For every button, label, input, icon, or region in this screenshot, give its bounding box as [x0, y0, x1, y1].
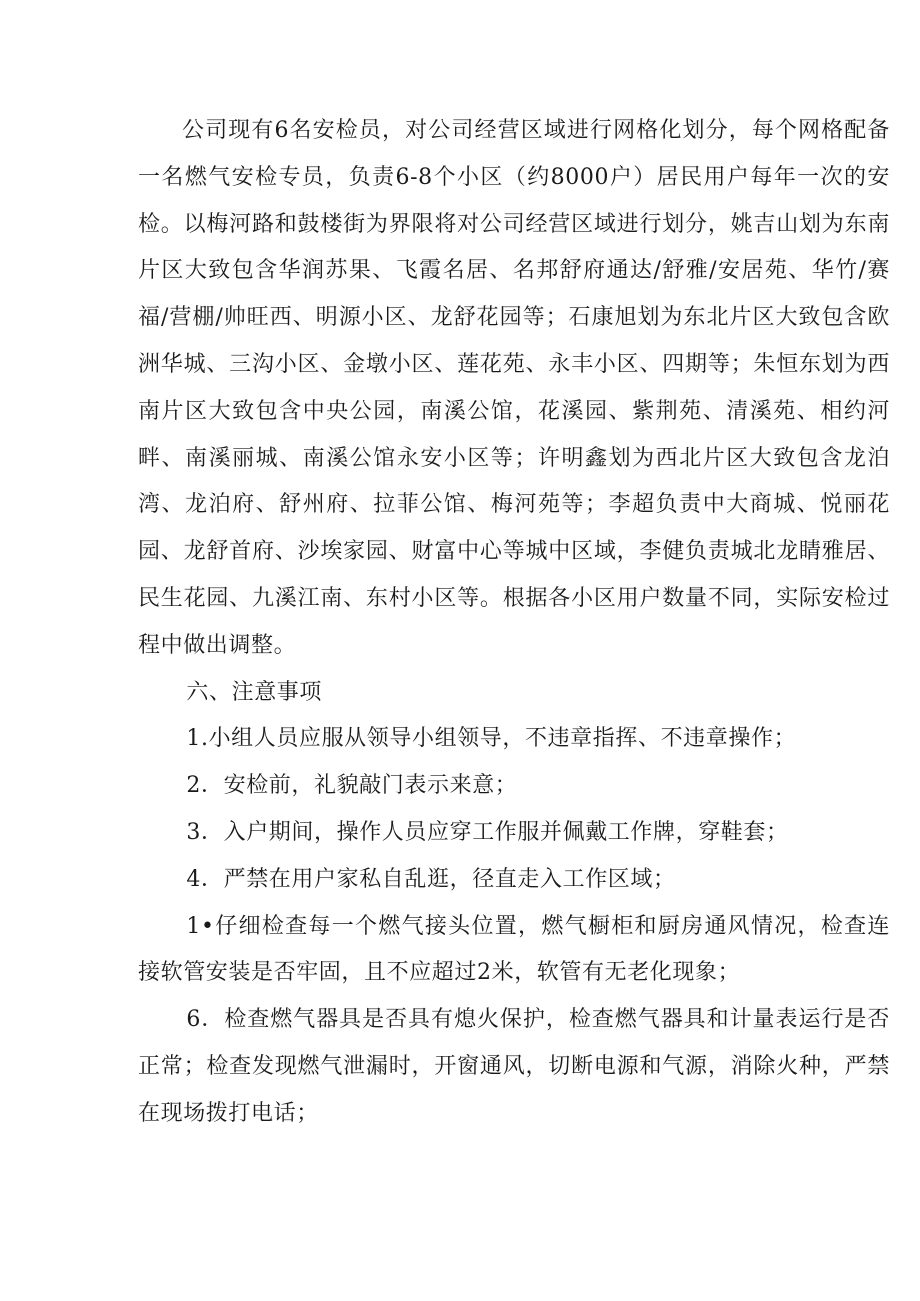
- list-item: 3．入户期间，操作人员应穿工作服并佩戴工作牌，穿鞋套；: [186, 819, 789, 845]
- body-paragraph: 公司现有6名安检员，对公司经营区域进行网格化划分，每个网格配备一名燃气安检专员，负责6-8个小区（约8000户）居民用户每年一次的安检。以梅河路和鼓楼街为界限将对公司经营区域进行划分，姚吉山划为东南片区大致包含华润苏果、飞霞名居、名邦舒府通达/舒雅/安居苑、华竹/赛福/营棚/帅旺西、明源小区、龙舒花园等；石康旭划为东北片区大致包含欧洲华城、三沟小区、金墩小区、莲花苑、永丰小区、四期等；朱恒东划为西南片区大致包含中央公园，南溪公馆，花溪园、紫荆苑、清溪苑、相约河畔、南溪丽城、南溪公馆永安小区等；许明鑫划为西北片区大致包含龙泊湾、龙泊府、舒州府、拉菲公馆、梅河苑等；李超负责中大商城、悦丽花园、龙舒首府、沙埃家园、财富中心等城中区域，李健负责城北龙睛雅居、民生花园、九溪江南、东村小区等。根据各小区用户数量不同，实际安检过程中做出调整。: [138, 118, 890, 658]
- list-item: 4．严禁在用户家私自乱逛，径直走入工作区域；: [186, 866, 676, 892]
- list-item: 1.小组人员应服从领导小组领导，不违章指挥、不违章操作；: [186, 726, 797, 752]
- document-body: [138, 108, 890, 1138]
- list-item: 1•仔细检查每一个燃气接头位置，燃气橱柜和厨房通风情况，检查连接软管安装是否牢固，且不应超过2米，软管有无老化现象；: [138, 913, 890, 986]
- section-heading: 六、注意事项: [186, 679, 322, 705]
- list-item: 6．检查燃气器具是否具有熄火保护，检查燃气器具和计量表运行是否正常；检查发现燃气泄漏时，开窗通风，切断电源和气源，消除火种，严禁在现场拨打电话；: [138, 1007, 890, 1126]
- list-item: 2．安检前，礼貌敲门表示来意；: [186, 773, 518, 799]
